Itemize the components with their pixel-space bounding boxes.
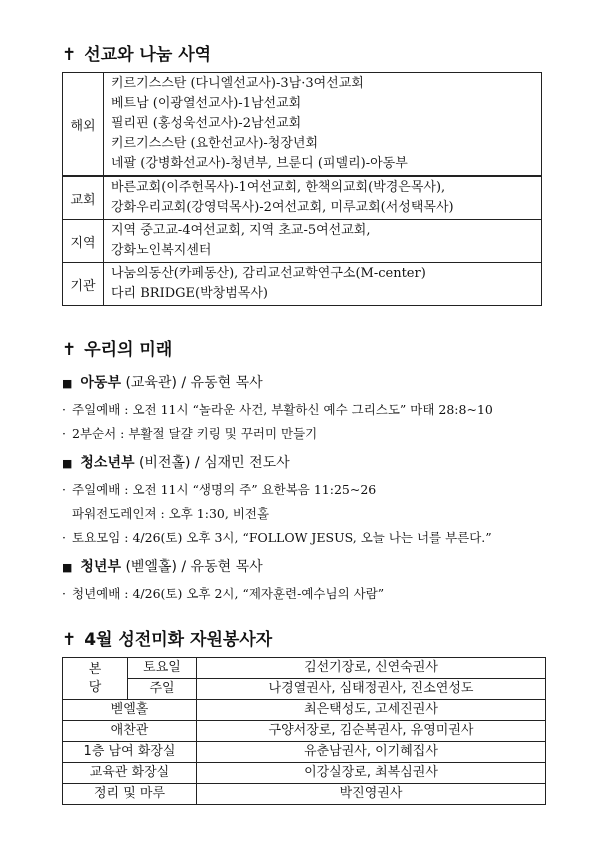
row-names: 최은택성도, 고세진권사 [197, 700, 546, 721]
mission-line: 바른교회(이주헌목사)-1여선교회, 한책의교회(박경은목사), [111, 180, 446, 195]
volunteers-section-title: ✝ 4월 성전미화 자원봉사자 [62, 630, 273, 650]
row-label: 애찬관 [63, 721, 197, 742]
dept-heading-children: ■ 아동부 (교육관) / 유동현 목사 [62, 375, 263, 391]
row-names: 박진영권사 [197, 784, 546, 805]
mission-line: 키르기스스탄 (다니엘선교사)-3남·3여선교회 [111, 76, 364, 91]
mission-line: 지역 중고교-4여선교회, 지역 초교-5여선교회, [111, 223, 371, 238]
mission-line: 강화노인복지센터 [111, 243, 212, 258]
row-names: 이강실장로, 최복심권사 [197, 763, 546, 784]
row-label: 벧엘홀 [63, 700, 197, 721]
cross-icon: ✝ [62, 45, 77, 65]
mission-row-local [62, 219, 542, 262]
mission-line: 네팔 (강병화선교사)-청년부, 브룬디 (피델리)-아동부 [111, 156, 408, 171]
dot-bullet-icon: · [62, 530, 66, 545]
cross-icon: ✝ [62, 340, 77, 360]
row-names: 유춘남권사, 이기혜집사 [197, 742, 546, 763]
schedule-item: 파워전도레인져 : 오후 1:30, 비전홀 [72, 506, 270, 521]
dot-bullet-icon: · [62, 426, 66, 441]
mission-line: 베트남 (이광열선교사)-1남선교회 [111, 96, 302, 111]
mission-line: 필리핀 (홍성욱선교사)-2남선교회 [111, 116, 302, 131]
dot-bullet-icon: · [62, 586, 66, 601]
row-label: 교육관 화장실 [63, 763, 197, 784]
table-row [63, 679, 546, 700]
bondang-cell: 본 당 [63, 658, 128, 700]
cross-icon: ✝ [62, 630, 77, 650]
table-row [63, 658, 546, 679]
schedule-item: · 청년예배 : 4/26(토) 오후 2시, “제자훈련-예수님의 사람” [62, 582, 562, 606]
mission-table [62, 72, 542, 306]
mission-row-institution [62, 262, 542, 306]
row-label: 정리 및 마루 [63, 784, 197, 805]
future-section-title: ✝ 우리의 미래 [62, 340, 173, 360]
schedule-item: · 주일예배 : 오전 11시 “생명의 주” 요한복음 11:25~26 [62, 478, 562, 502]
dot-bullet-icon: · [62, 482, 66, 497]
table-row [63, 721, 546, 742]
mission-line: 강화우리교회(강영덕목사)-2여선교회, 미루교회(서성택목사) [111, 200, 454, 215]
row-label: 주일 [128, 679, 197, 700]
volunteer-table [62, 657, 546, 805]
mission-line: 키르기스스탄 (요한선교사)-청장년회 [111, 136, 319, 151]
mission-row-overseas [62, 72, 542, 175]
square-bullet-icon: ■ [62, 377, 73, 390]
row-names: 김선기장로, 신연숙권사 [197, 658, 546, 679]
dept-heading-youth: ■ 청소년부 (비전홀) / 심재민 전도사 [62, 455, 290, 471]
row-label: 1층 남여 화장실 [63, 742, 197, 763]
table-row [63, 763, 546, 784]
row-names: 나경열권사, 심태정권사, 진소연성도 [197, 679, 546, 700]
future-section [62, 372, 562, 606]
schedule-item: · 주일예배 : 오전 11시 “놀라운 사건, 부활하신 예수 그리스도” 마태 28:8~10 [62, 398, 562, 422]
mission-label: 지역 [63, 220, 104, 262]
square-bullet-icon: ■ [62, 561, 73, 574]
mission-row-church [62, 175, 542, 219]
mission-label: 교회 [63, 177, 104, 219]
mission-label: 기관 [63, 263, 104, 305]
square-bullet-icon: ■ [62, 457, 73, 470]
row-names: 구양서장로, 김순복권사, 유영미권사 [197, 721, 546, 742]
table-row [63, 784, 546, 805]
mission-section-title: ✝ 선교와 나눔 사역 [62, 45, 212, 65]
dot-bullet-icon: · [62, 402, 66, 417]
row-label: 토요일 [128, 658, 197, 679]
schedule-item: · 토요모임 : 4/26(토) 오후 3시, “FOLLOW JESUS, 오늘 나는 너를 부른다.” [62, 526, 562, 550]
mission-line: 다리 BRIDGE(박창범목사) [111, 286, 268, 301]
schedule-item: · 2부순서 : 부활절 달걀 키링 및 꾸러미 만들기 [62, 422, 562, 446]
mission-line: 나눔의동산(카페동산), 감리교선교학연구소(M-center) [111, 266, 426, 281]
table-row [63, 742, 546, 763]
dept-heading-young-adults: ■ 청년부 (벧엘홀) / 유동현 목사 [62, 559, 263, 575]
table-row [63, 700, 546, 721]
mission-label: 해외 [63, 73, 104, 175]
